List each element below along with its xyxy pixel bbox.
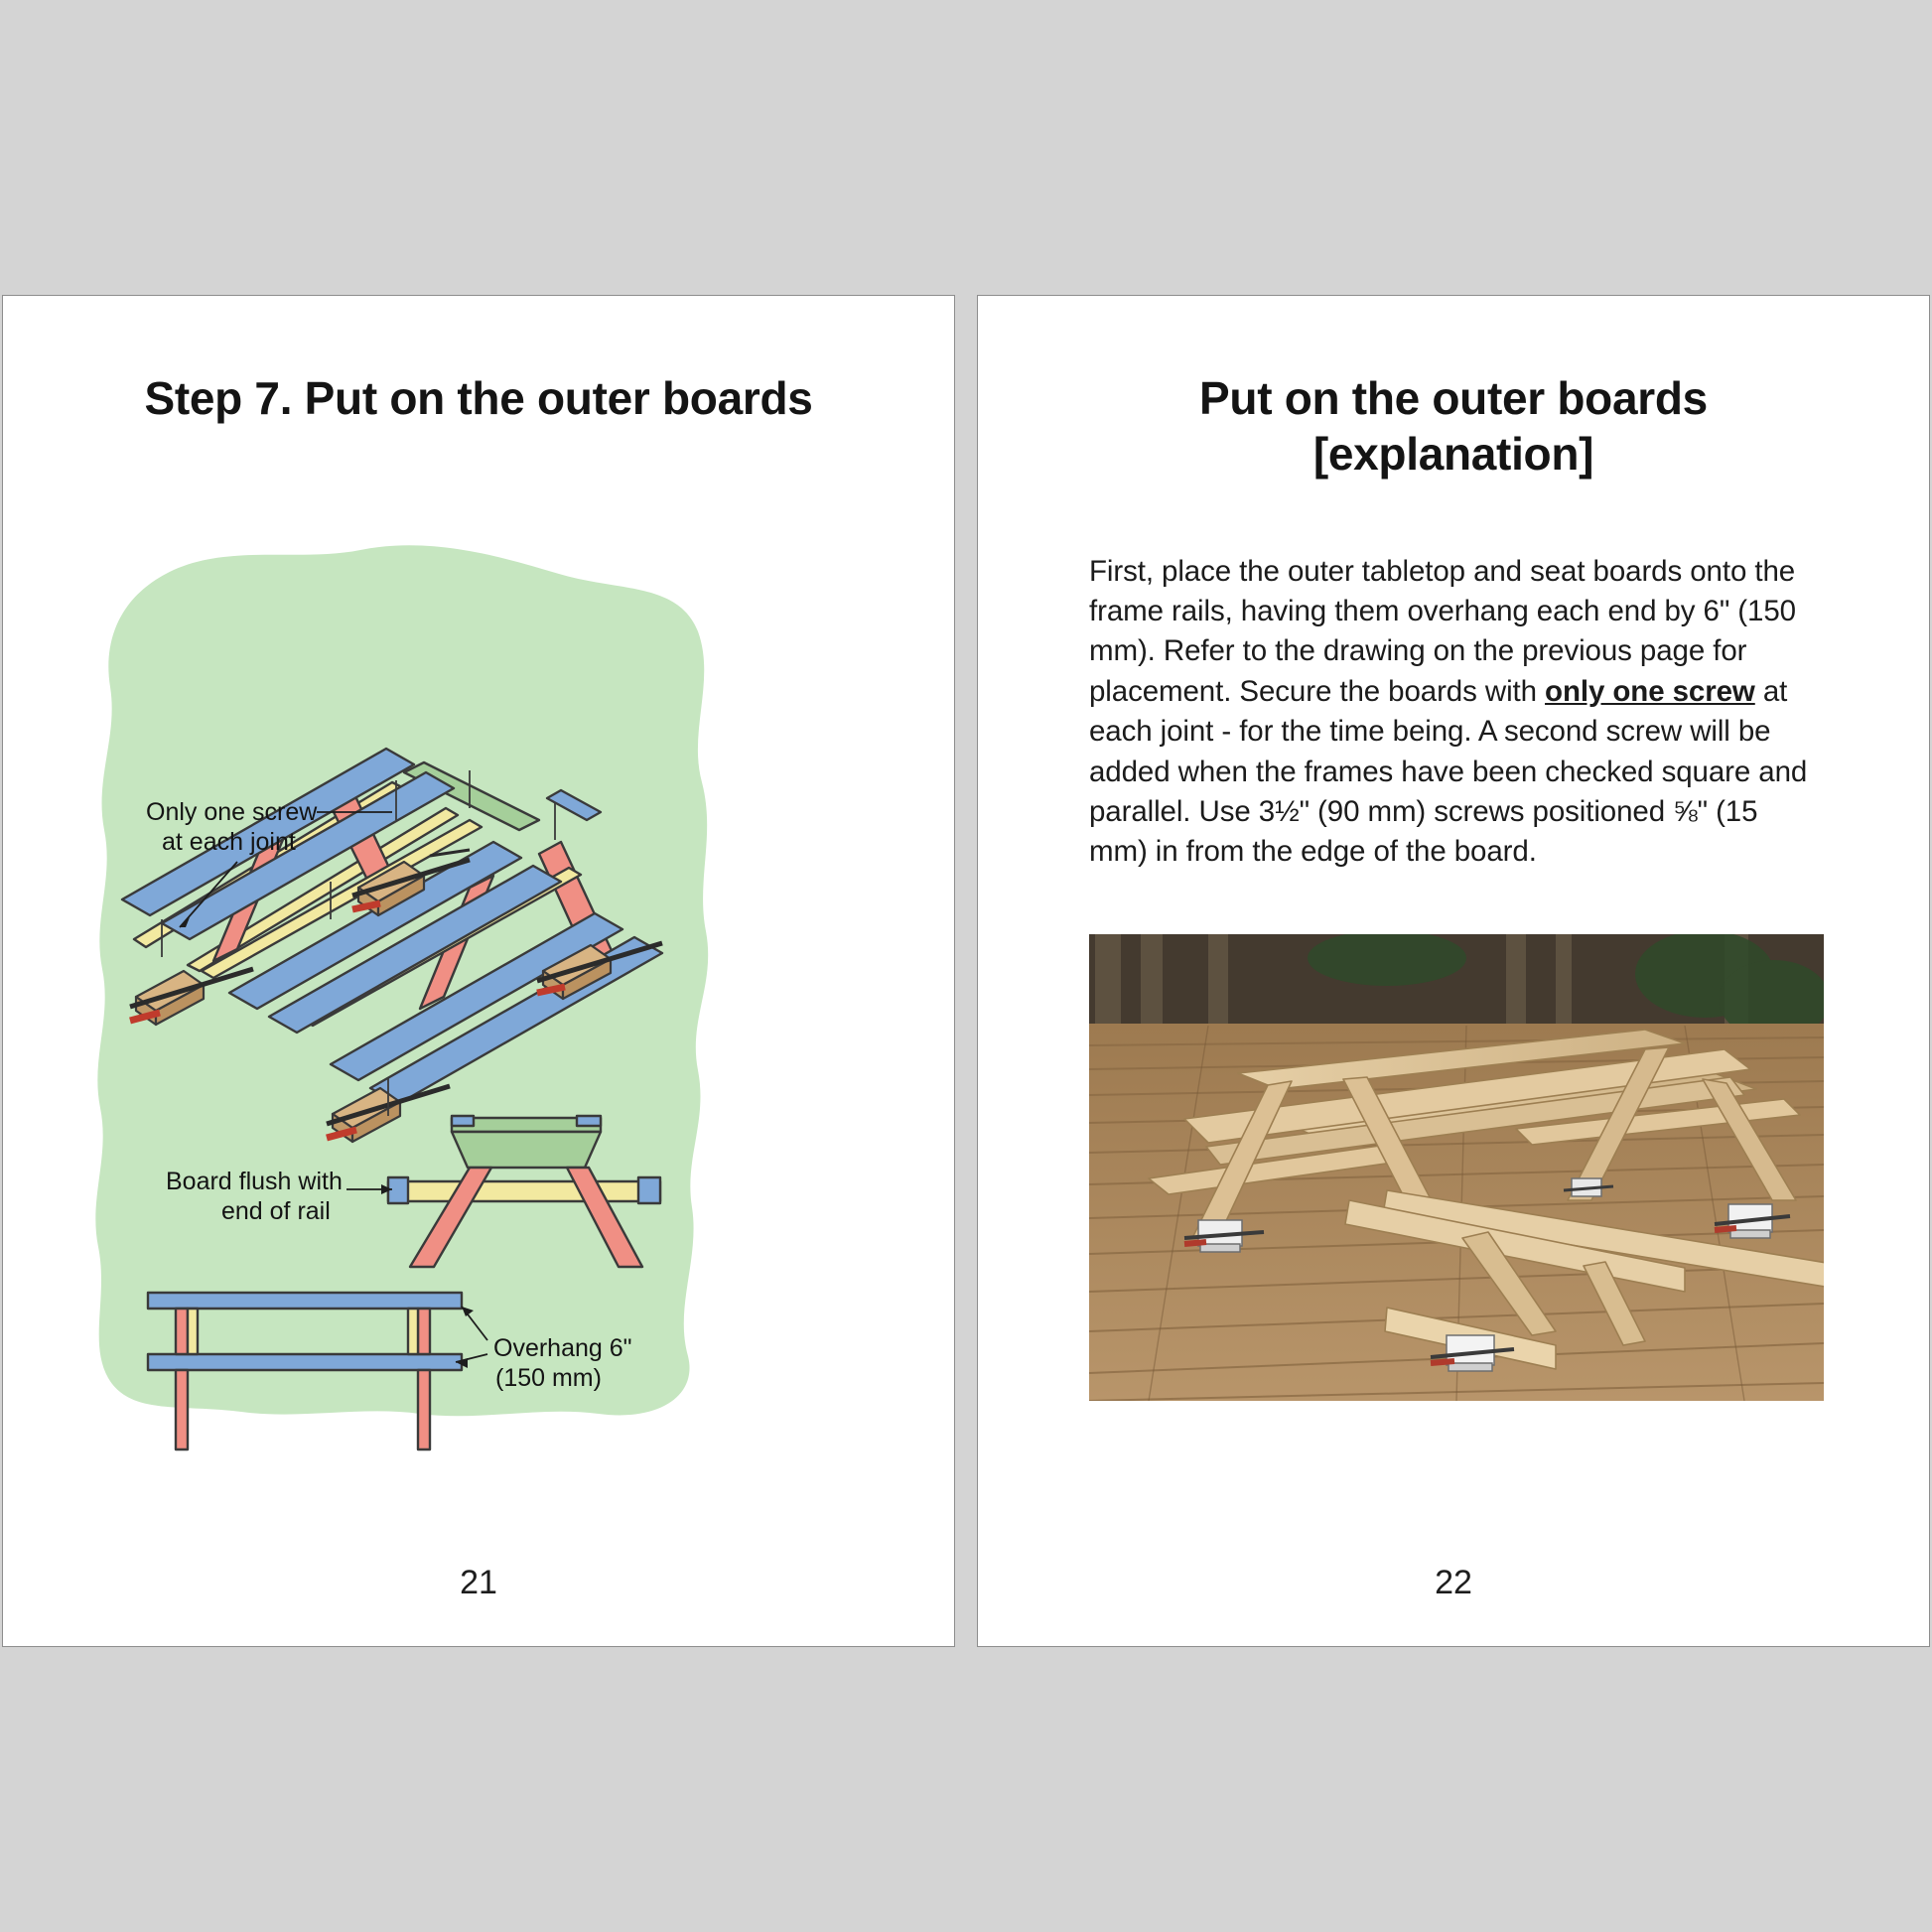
page-number-left: 21 xyxy=(460,1564,497,1601)
figure-outer-boards xyxy=(3,522,955,1465)
paragraph-part-1: First, place the outer tabletop and seat boards onto the frame rails, having them overhang each end by 6" (150 mm). Refer to the drawing on the previous page for placement. Secure the boards with xyxy=(1089,554,1796,708)
callout-board-flush-line2: end of rail xyxy=(221,1197,331,1225)
paragraph-part-2: at each joint - for the time being. A second screw will be added when the frames have been checked square and parallel. Use 3½" (90 mm) screws positioned ⅝" (15 mm) in from the edge of the board. xyxy=(1089,674,1808,869)
page-right xyxy=(977,295,1930,1647)
callout-board-flush-line1: Board flush with xyxy=(166,1168,343,1195)
callout-one-screw-line2: at each joint xyxy=(162,828,296,856)
callout-one-screw-line1: Only one screw xyxy=(146,798,318,826)
page-title-left: Step 7. Put on the outer boards xyxy=(144,372,813,424)
page-title-right: Put on the outer boards [explanation] xyxy=(1199,372,1708,481)
page-number-right: 22 xyxy=(1435,1564,1472,1601)
explanation-paragraph xyxy=(1089,552,1824,873)
picnic-table-frame-photo xyxy=(1089,934,1824,1401)
paragraph-emphasis: only one screw xyxy=(1545,674,1755,708)
document-spread xyxy=(0,295,1932,1647)
callout-overhang-line1: Overhang 6" xyxy=(493,1334,632,1362)
callout-overhang-line2: (150 mm) xyxy=(495,1364,602,1392)
page-left xyxy=(2,295,955,1647)
